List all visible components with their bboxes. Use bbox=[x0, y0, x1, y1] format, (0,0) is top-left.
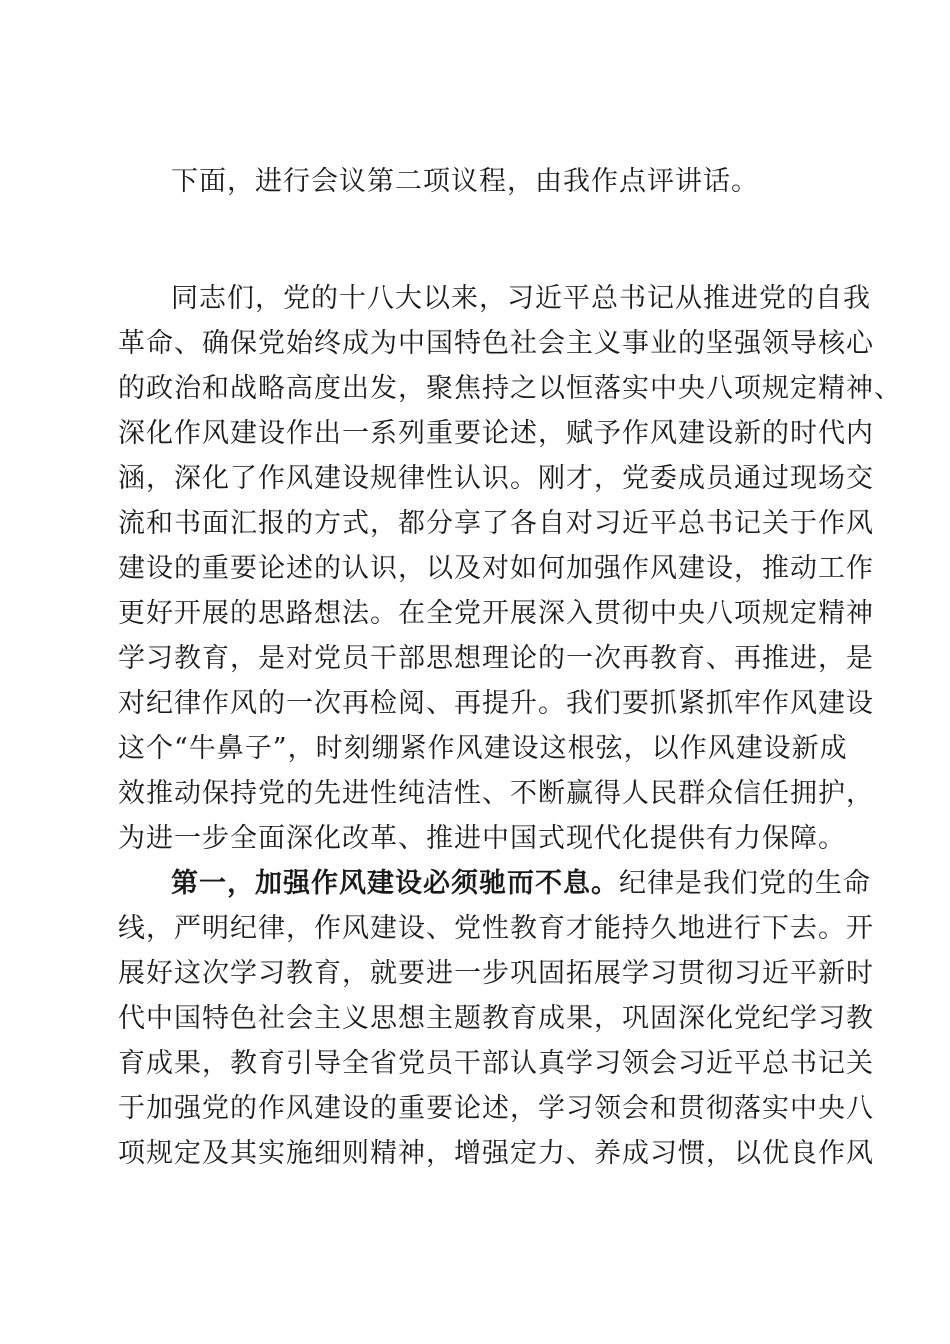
paragraph-lead-heading: 第一，加强作风建设必须驰而不息。 bbox=[171, 868, 619, 899]
paragraph-line: 学习教育，是对党员干部思想理论的一次再教育、再推进，是 bbox=[118, 643, 874, 674]
paragraph-line: 于加强党的作风建设的重要论述，学习领会和贯彻落实中央八 bbox=[118, 1093, 874, 1124]
paragraph-line bbox=[171, 865, 871, 903]
paragraph-line: 的政治和战略高度出发，聚焦持之以恒落实中央八项规定精神、 bbox=[118, 373, 902, 404]
paragraph-lead-text: 纪律是我们党的生命 bbox=[619, 868, 871, 899]
paragraph-line: 对纪律作风的一次再检阅、再提升。我们要抓紧抓牢作风建设 bbox=[118, 688, 874, 719]
paragraph-line: 展好这次学习教育，就要进一步巩固拓展学习贯彻习近平新时 bbox=[118, 958, 874, 989]
paragraph-line: 代中国特色社会主义思想主题教育成果，巩固深化党纪学习教 bbox=[118, 1003, 874, 1034]
paragraph-line: 革命、确保党始终成为中国特色社会主义事业的坚强领导核心 bbox=[118, 328, 874, 359]
paragraph-line: 建设的重要论述的认识，以及对如何加强作风建设，推动工作 bbox=[118, 553, 874, 584]
paragraph-line: 为进一步全面深化改革、推进中国式现代化提供有力保障。 bbox=[118, 823, 846, 854]
paragraph-line: 涵，深化了作风建设规律性认识。刚才，党委成员通过现场交 bbox=[118, 463, 874, 494]
paragraph-line: 项规定及其实施细则精神，增强定力、养成习惯，以优良作风 bbox=[118, 1138, 874, 1169]
paragraph-line: 育成果，教育引导全省党员干部认真学习领会习近平总书记关 bbox=[118, 1048, 874, 1079]
paragraph-line: 流和书面汇报的方式，都分享了各自对习近平总书记关于作风 bbox=[118, 508, 874, 539]
paragraph-line: 效推动保持党的先进性纯洁性、不断赢得人民群众信任拥护， bbox=[118, 778, 874, 809]
paragraph-line: 更好开展的思路想法。在全党开展深入贯彻中央八项规定精神 bbox=[118, 598, 874, 629]
paragraph-line: 深化作风建设作出一系列重要论述，赋予作风建设新的时代内 bbox=[118, 418, 874, 449]
paragraph-line: 这个“牛鼻子”，时刻绷紧作风建设这根弦，以作风建设新成 bbox=[118, 733, 848, 764]
paragraph-line: 线，严明纪律，作风建设、党性教育才能持久地进行下去。开 bbox=[118, 913, 874, 944]
paragraph-line: 下面，进行会议第二项议程，由我作点评讲话。 bbox=[171, 166, 759, 197]
paragraph-line: 同志们，党的十八大以来，习近平总书记从推进党的自我 bbox=[171, 283, 871, 314]
